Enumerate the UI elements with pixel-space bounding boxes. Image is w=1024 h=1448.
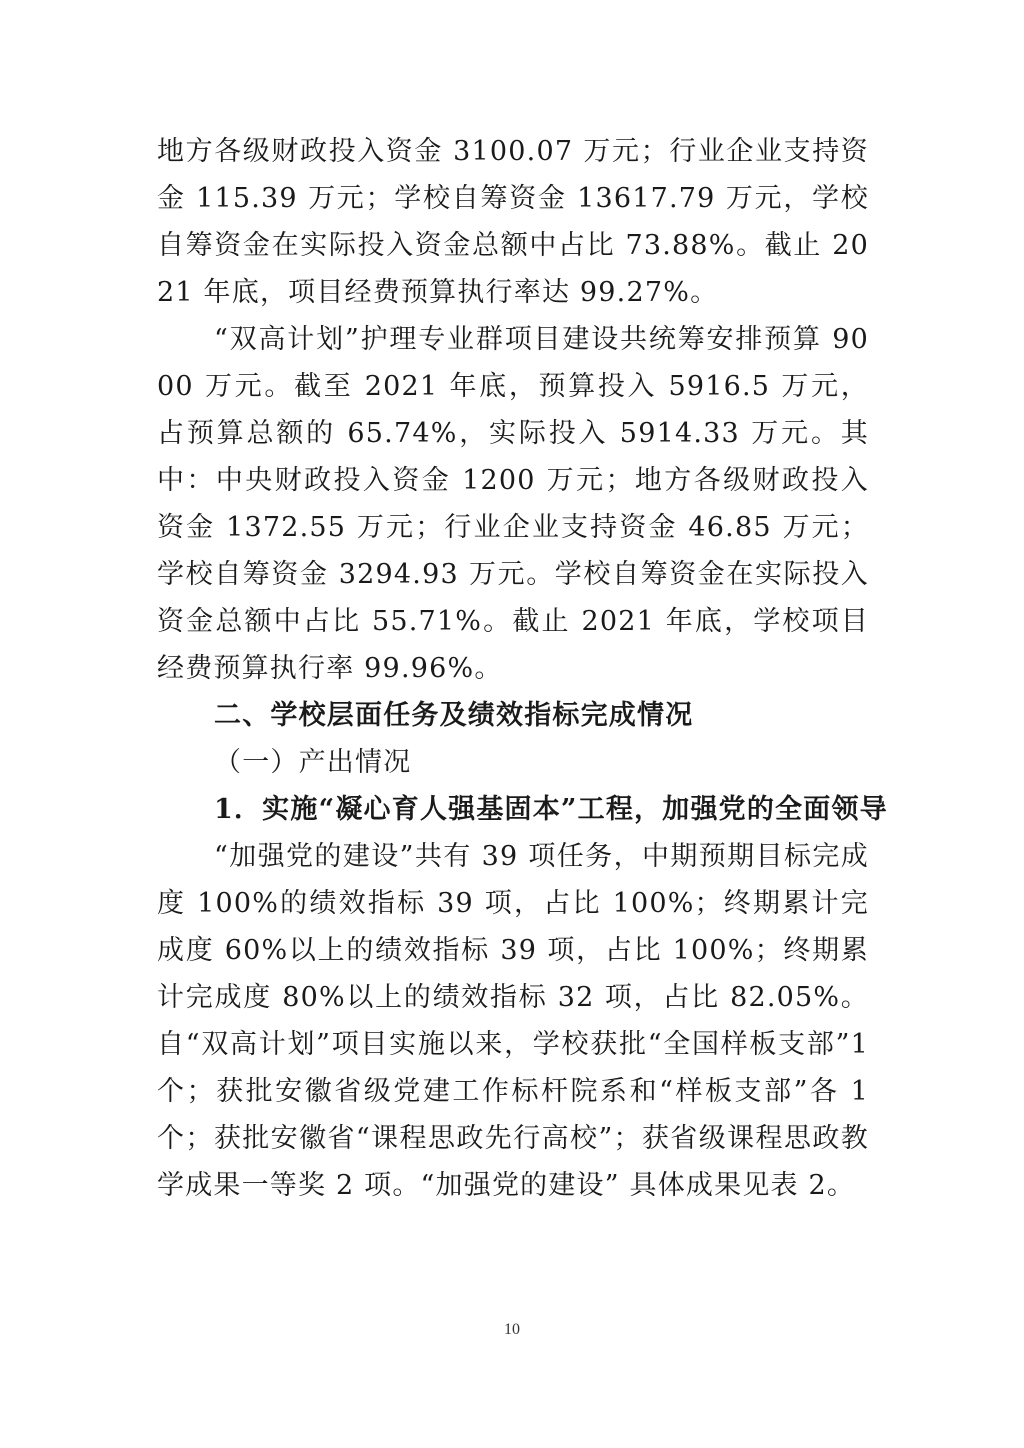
paragraph-funding-continued: 地方各级财政投入资金 3100.07 万元；行业企业支持资金 115.39 万元；学校自筹资金 13617.79 万元，学校自筹资金在实际投入资金总额中占比 73.88%。截止 2021 年底，项目经费预算执行率达 99.27%。 (157, 136, 869, 308)
paragraph-nursing-budget: “双高计划”护理专业群项目建设共统筹安排预算 9000 万元。截至 2021 年底，预算投入 5916.5 万元，占预算总额的 65.74%，实际投入 5914.33 万元。其中：中央财政投入资金 1200 万元；地方各级财政投入资金 1372.55 万元；行业企业支持资金 46.85 万元；学校自筹资金 3294.93 万元。学校自筹资金在实际投入资金总额中占比 55.71%。截止 2021 年底，学校项目经费预算执行率 99.96%。 (157, 324, 869, 684)
section-heading: 二、学校层面任务及绩效指标完成情况 (214, 700, 694, 731)
subsection-heading: （一）产出情况 (214, 747, 412, 778)
page-number: 10 (504, 1321, 520, 1338)
paragraph-party-building: “加强党的建设”共有 39 项任务，中期预期目标完成度 100%的绩效指标 39 项，占比 100%；终期累计完成度 60%以上的绩效指标 39 项，占比 100%；终期累计完成度 80%以上的绩效指标 32 项，占比 82.05%。自“双高计划”项目实施以来，学校获批“全国样板支部”1 个；获批安徽省级党建工作标杆院系和“样板支部”各 1 个；获批安徽省“课程思政先行高校”；获省级课程思政教学成果一等奖 2 项。“加强党的建设” 具体成果见表 2。 (157, 841, 869, 1201)
document-body (157, 128, 888, 1209)
item-heading: 1．实施“凝心育人强基固本”工程，加强党的全面领导 (214, 794, 888, 825)
